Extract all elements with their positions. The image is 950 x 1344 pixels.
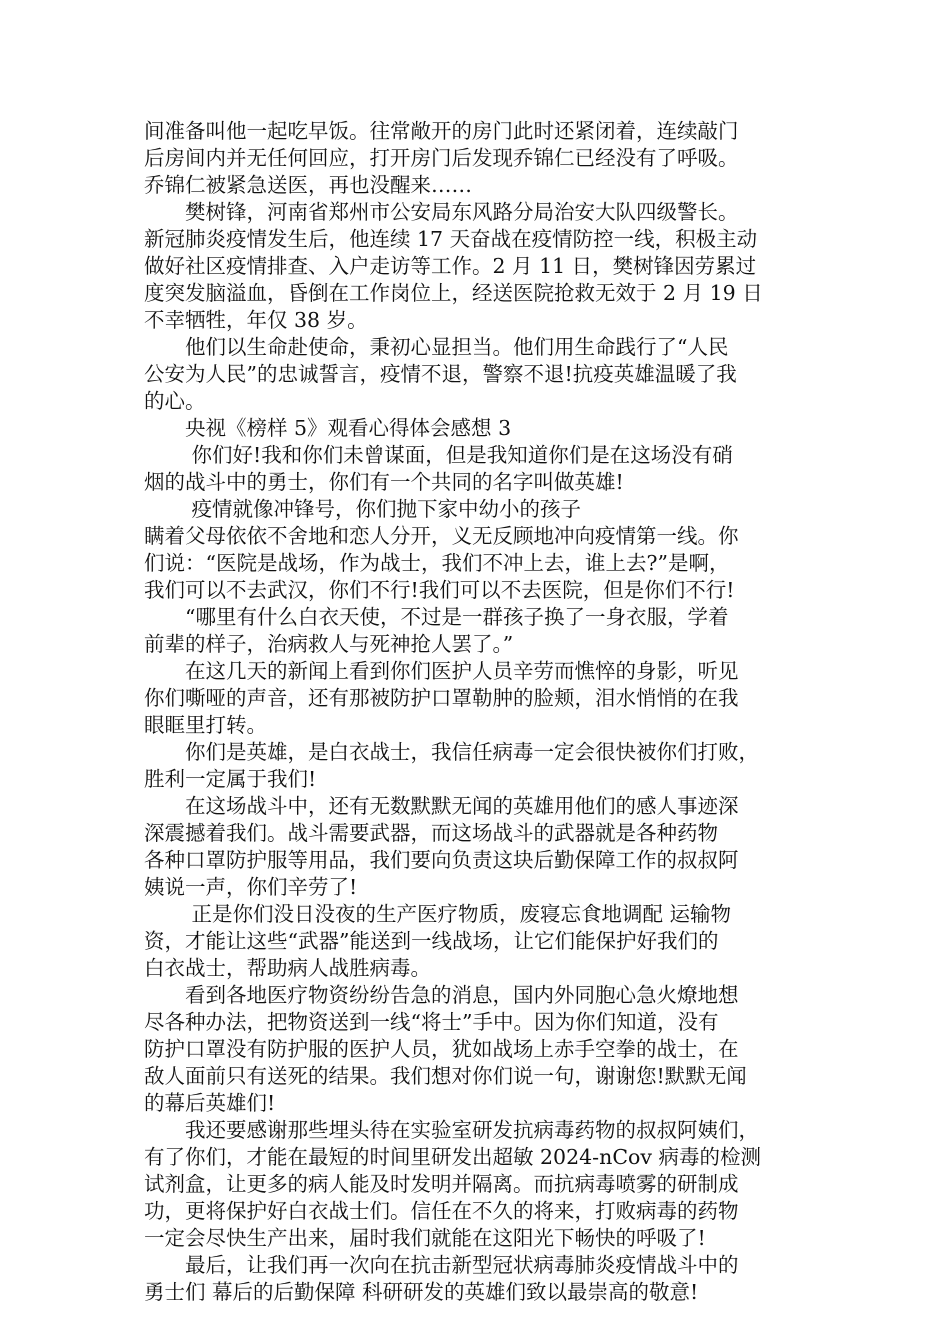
text-line: 勇士们 幕后的后勤保障 科研研发的英雄们致以最崇高的敬意! xyxy=(144,1280,699,1304)
text-line: 他们以生命赴使命，秉初心显担当。他们用生命践行了“人民 xyxy=(144,335,729,359)
text-line: 资，才能让这些“武器”能送到一线战场，让它们能保护好我们的 xyxy=(144,929,719,953)
text-line: 一定会尽快生产出来，届时我们就能在这阳光下畅快的呼吸了! xyxy=(144,1226,706,1250)
text-line: “哪里有什么白衣天使，不过是一群孩子换了一身衣服，学着 xyxy=(144,605,729,629)
text-line: 胜利一定属于我们! xyxy=(144,767,317,791)
text-line: 眼眶里打转。 xyxy=(144,713,267,737)
text-line: 的幕后英雄们! xyxy=(144,1091,276,1115)
text-line: 敌人面前只有送死的结果。我们想对你们说一句，谢谢您!默默无闻 xyxy=(144,1064,747,1088)
text-line: 尽各种办法，把物资送到一线“将士”手中。因为你们知道，没有 xyxy=(144,1010,719,1034)
text-line: 公安为人民”的忠诚誓言，疫情不退，警察不退!抗疫英雄温暖了我 xyxy=(144,362,737,386)
text-line: 看到各地医疗物资纷纷告急的消息，国内外同胞心急火燎地想 xyxy=(144,983,739,1007)
text-line: 我还要感谢那些埋头待在实验室研发抗病毒药物的叔叔阿姨们， xyxy=(144,1118,759,1142)
text-line: 央视《榜样 5》观看心得体会感想 3 xyxy=(144,416,512,440)
text-line: 深震撼着我们。战斗需要武器，而这场战斗的武器就是各种药物 xyxy=(144,821,718,845)
text-line: 新冠肺炎疫情发生后，他连续 17 天奋战在疫情防控一线，积极主动 xyxy=(144,227,758,251)
text-line: 功，更将保护好白衣战士们。信任在不久的将来，打败病毒的药物 xyxy=(144,1199,739,1223)
text-line: 乔锦仁被紧急送医，再也没醒来…… xyxy=(144,173,472,197)
text-line: 我们可以不去武汉，你们不行!我们可以不去医院，但是你们不行! xyxy=(144,578,735,602)
text-line: 烟的战斗中的勇士，你们有一个共同的名字叫做英雄! xyxy=(144,470,624,494)
text-line: 姨说一声，你们辛劳了! xyxy=(144,875,358,899)
text-line: 不幸牺牲，年仅 38 岁。 xyxy=(144,308,368,332)
text-line: 最后，让我们再一次向在抗击新型冠状病毒肺炎疫情战斗中的 xyxy=(144,1253,739,1277)
text-line: 做好社区疫情排查、入户走访等工作。2 月 11 日，樊树锋因劳累过 xyxy=(144,254,757,278)
text-line: 你们嘶哑的声音，还有那被防护口罩勒肿的脸颊，泪水悄悄的在我 xyxy=(144,686,739,710)
text-line: 有了你们，才能在最短的时间里研发出超敏 2024-nCov 病毒的检测 xyxy=(144,1145,761,1169)
text-line: 防护口罩没有防护服的医护人员，犹如战场上赤手空拳的战士，在 xyxy=(144,1037,739,1061)
text-line: 瞒着父母依依不舍地和恋人分开，义无反顾地冲向疫情第一线。你 xyxy=(144,524,739,548)
text-line: 在这几天的新闻上看到你们医护人员辛劳而憔悴的身影，听见 xyxy=(144,659,739,683)
text-line: 前辈的样子，治病救人与死神抢人罢了。” xyxy=(144,632,514,656)
text-line: 疫情就像冲锋号，你们抛下家中幼小的孩子 xyxy=(144,497,582,521)
text-line: 后房间内并无任何回应，打开房门后发现乔锦仁已经没有了呼吸。 xyxy=(144,146,739,170)
text-line: 在这场战斗中，还有无数默默无闻的英雄用他们的感人事迹深 xyxy=(144,794,739,818)
text-line: 你们好!我和你们未曾谋面，但是我知道你们是在这场没有硝 xyxy=(144,443,733,467)
text-line: 度突发脑溢血，昏倒在工作岗位上，经送医院抢救无效于 2 月 19 日 xyxy=(144,281,763,305)
document-body xyxy=(144,118,812,1306)
text-line: 樊树锋，河南省郑州市公安局东风路分局治安大队四级警长。 xyxy=(144,200,739,224)
text-line: 间准备叫他一起吃早饭。往常敞开的房门此时还紧闭着，连续敲门 xyxy=(144,119,739,143)
text-line: 正是你们没日没夜的生产医疗物质，废寝忘食地调配 运输物 xyxy=(144,902,732,926)
text-line: 试剂盒，让更多的病人能及时发明并隔离。而抗病毒喷雾的研制成 xyxy=(144,1172,739,1196)
text-line: 的心。 xyxy=(144,389,206,413)
text-line: 你们是英雄，是白衣战士，我信任病毒一定会很快被你们打败， xyxy=(144,740,759,764)
text-line: 白衣战士，帮助病人战胜病毒。 xyxy=(144,956,431,980)
text-line: 各种口罩防护服等用品，我们要向负责这块后勤保障工作的叔叔阿 xyxy=(144,848,739,872)
text-line: 们说：“医院是战场，作为战士，我们不冲上去，谁上去?”是啊， xyxy=(144,551,730,575)
